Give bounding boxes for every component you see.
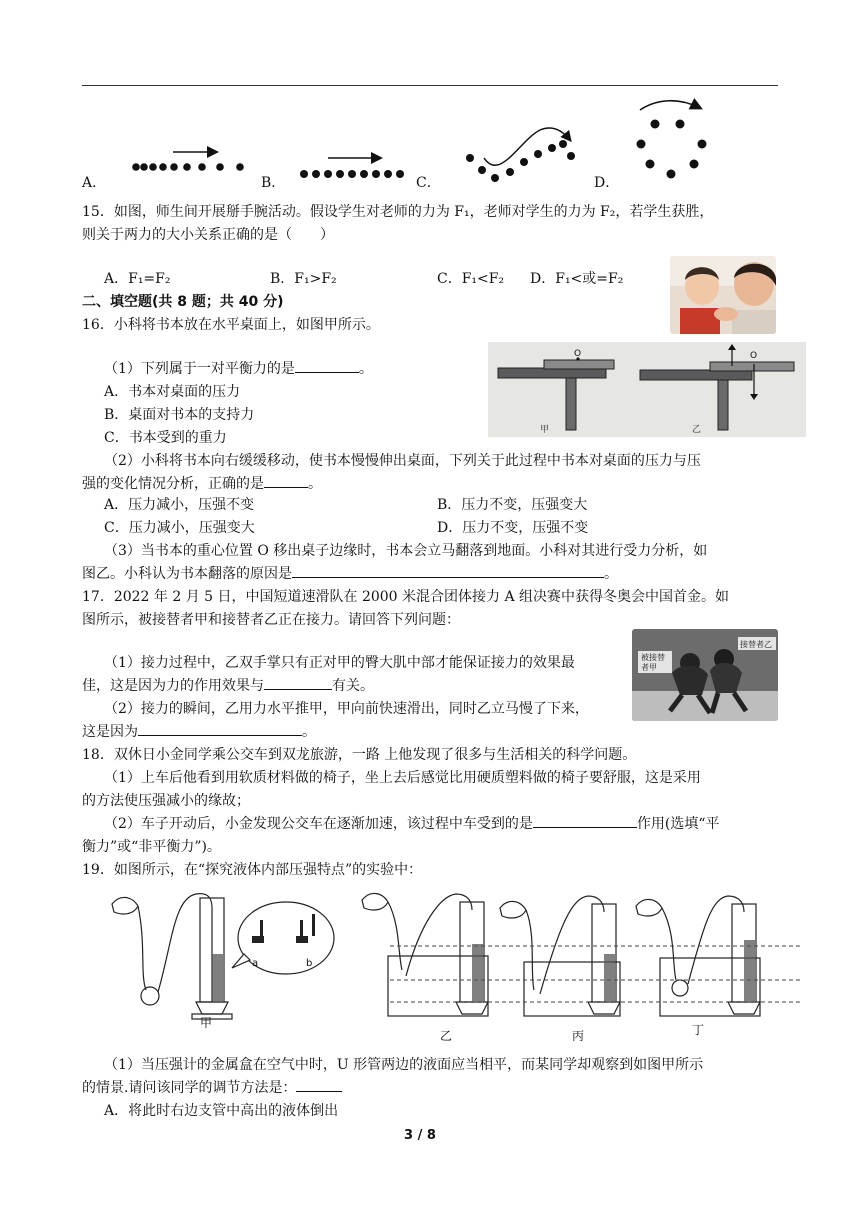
q14-option-d-label: D． xyxy=(594,175,620,191)
q17-p2-line1: （2）接力的瞬间，乙用力水平推甲，甲向前快速滑出，同时乙立马慢了下来， xyxy=(104,701,589,717)
q15-option-b: B．F₁>F₂ xyxy=(270,271,337,287)
q17-p2-answer-blank[interactable] xyxy=(138,721,302,736)
q16-p1 xyxy=(104,358,373,380)
q16-fig-label-jia: 甲 xyxy=(540,425,550,435)
q14-option-c-label: C． xyxy=(416,175,441,191)
q14-option-a-label: A． xyxy=(82,175,107,191)
q16-p1-option-c: C．书本受到的重力 xyxy=(104,430,227,446)
photo-label-yi: 接替者乙 xyxy=(740,640,772,649)
q16-p3-end: 。 xyxy=(604,566,618,582)
photo-label-jia-2: 者甲 xyxy=(641,663,657,672)
q18-stem: 18．双休日小金同学乘公交车到双龙旅游，一路 上他发现了很多与生活相关的科学问题。 xyxy=(82,747,637,763)
q16-p3-line2 xyxy=(82,563,618,585)
q18-p2-text-a: （2）车子开动后，小金发现公交车在逐渐加速，该过程中车受到的是 xyxy=(104,816,533,832)
q17-p1-line1: （1）接力过程中，乙双手掌只有正对甲的臀大肌中部才能保证接力的效果最 xyxy=(104,655,575,671)
q16-p1-option-a: A．书本对桌面的压力 xyxy=(104,384,241,400)
q19-p1-line2 xyxy=(82,1077,342,1099)
q18-p2-answer-blank[interactable] xyxy=(533,813,637,828)
q15-option-d: D．F₁<或=F₂ xyxy=(530,271,624,287)
q18-p2-line1 xyxy=(104,813,720,835)
q17-p2-line2 xyxy=(82,721,316,743)
q16-p2-option-a: A．压力减小，压强不变 xyxy=(104,497,255,513)
speed-skating-photo xyxy=(632,629,778,721)
q19-stem: 19．如图所示，在“探究液体内部压强特点”的实验中： xyxy=(82,862,423,878)
q19-p1-option-a: A．将此时右边支管中高出的液体倒出 xyxy=(104,1103,339,1119)
q16-p2-line2 xyxy=(82,473,322,495)
q16-p3-line1: （3）当书本的重心位置 O 移出桌子边缘时，书本会立马翻落到地面。小科对其进行受力分析，如 xyxy=(104,543,708,559)
header-rule xyxy=(82,85,778,86)
q16-stem: 16．小科将书本放在水平桌面上，如图甲所示。 xyxy=(82,317,380,333)
q16-p1-option-b: B．桌面对书本的支持力 xyxy=(104,407,255,423)
q18-p2-line2: 衡力”或“非平衡力”)。 xyxy=(82,839,221,855)
q14-diagram-c xyxy=(460,120,585,188)
q17-p2-text: 这是因为 xyxy=(82,724,138,740)
q14-option-b-label: B． xyxy=(261,175,286,191)
q16-figure-book-on-table xyxy=(488,342,806,437)
q16-p2-line1: （2）小科将书本向右缓缓移动，使书本慢慢伸出桌面，下列关于此过程中书本对桌面的压力与压 xyxy=(104,453,701,469)
photo-label-jia-1: 被接替 xyxy=(641,653,665,662)
q19-pressure-gauge-figure xyxy=(100,884,800,1044)
q17-stem-line2: 图所示，被接替者甲和接替者乙正在接力。请回答下列问题： xyxy=(82,612,460,628)
q19-p1-text: 的情景.请问该同学的调节方法是： xyxy=(82,1080,297,1096)
section-title: 二、填空题(共 8 题；共 40 分) xyxy=(82,294,284,310)
q16-p1-answer-blank[interactable] xyxy=(295,358,359,373)
q18-p1-line2: 的方法使压强减小的缘故； xyxy=(82,793,250,809)
q19-fig-label-bing: 丙 xyxy=(572,1029,585,1043)
q15-stem-line2: 则关于两力的大小关系正确的是（ ） xyxy=(82,227,334,243)
q14-diagram-b xyxy=(296,148,416,184)
q17-p1-answer-blank[interactable] xyxy=(264,675,332,690)
q16-p3-answer-blank[interactable] xyxy=(292,563,604,578)
q16-fig-label-yi: 乙 xyxy=(692,425,702,435)
q17-p1-line2 xyxy=(82,675,374,697)
q16-p2-answer-blank[interactable] xyxy=(264,473,308,488)
q19-fig-label-ding: 丁 xyxy=(692,1023,705,1037)
q19-p1-line1: （1）当压强计的金属盒在空气中时，U 形管两边的液面应当相平，而某同学却观察到如图甲所示 xyxy=(104,1057,704,1073)
q16-p3-text: 图乙。小科认为书本翻落的原因是 xyxy=(82,566,292,582)
q17-stem-line1: 17．2022 年 2 月 5 日，中国短道速滑队在 2000 米混合团体接力 A 组决赛中获得冬奥会中国首金。如 xyxy=(82,589,730,605)
q18-p1-line1: （1）上车后他看到用软质材料做的椅子，坐上去后感觉比用硬质塑料做的椅子要舒服，这是采用 xyxy=(104,770,701,786)
q17-p1-text: 佳，这是因为力的作用效果与 xyxy=(82,678,264,694)
q17-p1-end: 有关。 xyxy=(332,678,374,694)
q16-fig-label-o2: O xyxy=(750,351,758,361)
q16-p2-text: 强的变化情况分析，正确的是 xyxy=(82,476,264,492)
q16-p2-option-c: C．压力减小，压强变大 xyxy=(104,520,255,536)
q14-diagram-a xyxy=(128,140,253,180)
q15-option-a: A．F₁=F₂ xyxy=(104,271,171,287)
page-number: 3 / 8 xyxy=(404,1128,436,1143)
q16-p2-option-d: D．压力不变，压强不变 xyxy=(437,520,589,536)
q16-p1-end: 。 xyxy=(358,361,373,377)
q19-fig-label-b: b xyxy=(306,958,313,969)
q14-diagram-d xyxy=(628,96,718,186)
q19-fig-label-jia: 甲 xyxy=(200,1016,213,1030)
q16-p1-text: （1）下列属于一对平衡力的是 xyxy=(104,361,295,377)
q15-stem-line1: 15．如图，师生间开展掰手腕活动。假设学生对老师的力为 F₁，老师对学生的力为 F₂，若学生获胜， xyxy=(82,204,714,220)
q17-p2-end: 。 xyxy=(302,724,316,740)
q16-p2-end: 。 xyxy=(308,476,322,492)
q15-option-c: C．F₁<F₂ xyxy=(437,271,505,287)
q16-p2-option-b: B．压力不变，压强变大 xyxy=(437,497,588,513)
q19-p1-answer-blank[interactable] xyxy=(296,1077,342,1092)
q18-p2-text-b: 作用(选填“平 xyxy=(636,816,720,832)
q16-fig-label-o1: O xyxy=(574,349,582,359)
q19-fig-label-yi: 乙 xyxy=(440,1029,453,1043)
q19-fig-label-a: a xyxy=(252,958,259,969)
arm-wrestling-photo xyxy=(670,256,776,334)
